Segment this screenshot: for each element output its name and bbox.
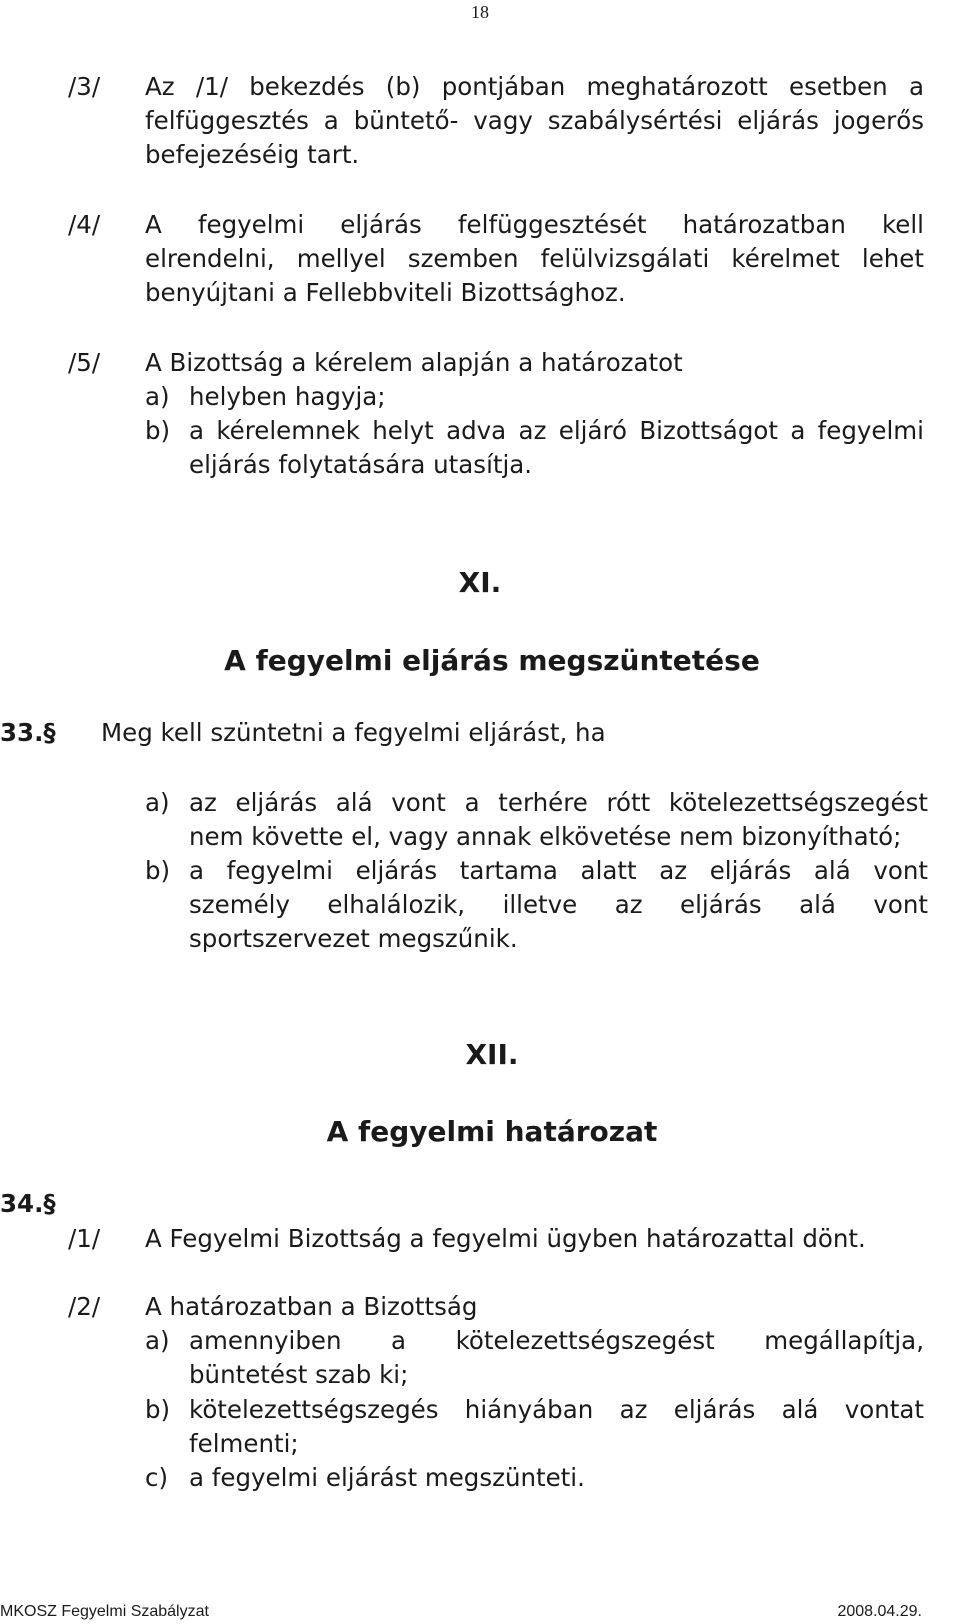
list-item-label: b) <box>145 416 171 445</box>
list-item-line: a fegyelmi eljárás tartama alatt az eljárás alá vont <box>189 856 928 885</box>
list-item-label: c) <box>145 1463 169 1492</box>
paragraph-line: felfüggesztés a büntető- vagy szabálysértési eljárás jogerős <box>145 106 924 135</box>
list-item-line: a fegyelmi eljárást megszünteti. <box>189 1463 585 1492</box>
section-title-xi: A fegyelmi eljárás megszüntetése <box>224 644 760 677</box>
section-roman-xii: XII. <box>465 1038 519 1071</box>
list-item-line: eljárás folytatására utasítja. <box>189 450 533 479</box>
paragraph-3 <box>68 70 928 174</box>
footer-date: 2008.04.29. <box>837 1603 922 1620</box>
section-number-33: 33.§ <box>0 718 56 747</box>
paragraph-intro: Meg kell szüntetni a fegyelmi eljárást, ha <box>101 718 606 747</box>
list-item-line: a kérelemnek helyt adva az eljáró Bizottságot a fegyelmi <box>189 416 924 445</box>
section-number-34: 34.§ <box>0 1189 56 1218</box>
paragraph-line: befejezéséig tart. <box>145 140 360 169</box>
page-footer <box>0 1600 960 1624</box>
list-item-label: a) <box>145 1326 170 1355</box>
paragraph-5 <box>68 346 928 486</box>
paragraph-line: elrendelni, mellyel szemben felülvizsgálati kérelmet lehet <box>145 244 924 273</box>
list-item-line: sportszervezet megszűnik. <box>189 924 518 953</box>
list-item-label: a) <box>145 382 170 411</box>
section-roman-xi: XI. <box>458 566 502 599</box>
section-title-xii: A fegyelmi határozat <box>326 1115 658 1148</box>
paragraph-34-2 <box>68 1290 928 1500</box>
paragraph-line: A Fegyelmi Bizottság a fegyelmi ügyben határozattal dönt. <box>145 1224 866 1253</box>
section-33-body <box>101 716 931 966</box>
list-item-line: büntetést szab ki; <box>189 1360 409 1389</box>
paragraph-number: /5/ <box>68 348 101 377</box>
list-item-line: az eljárás alá vont a terhére rótt kötelezettségszegést <box>189 788 928 817</box>
paragraph-intro: A határozatban a Bizottság <box>145 1292 478 1321</box>
paragraph-number: /1/ <box>68 1224 101 1253</box>
paragraph-4 <box>68 208 928 312</box>
list-item-label: a) <box>145 788 170 817</box>
paragraph-34-1 <box>68 1222 928 1258</box>
list-item-line: kötelezettségszegés hiányában az eljárás alá vontat <box>189 1395 924 1424</box>
paragraph-number: /4/ <box>68 210 101 239</box>
paragraph-line: A fegyelmi eljárás felfüggesztését határozatban kell <box>145 210 924 239</box>
paragraph-line: Az /1/ bekezdés (b) pontjában meghatározott esetben a <box>145 72 924 101</box>
list-item-line: személy elhalálozik, illetve az eljárás alá vont <box>189 890 928 919</box>
list-item-label: b) <box>145 856 171 885</box>
page-number: 18 <box>471 2 489 22</box>
list-item-line: nem követte el, vagy annak elkövetése nem bizonyítható; <box>189 822 902 851</box>
list-item-line: amennyiben a kötelezettségszegést megállapítja, <box>189 1326 924 1355</box>
footer-document-title: MKOSZ Fegyelmi Szabályzat <box>0 1603 209 1620</box>
paragraph-intro: A Bizottság a kérelem alapján a határozatot <box>145 348 683 377</box>
list-item-label: b) <box>145 1395 171 1424</box>
list-item-line: helyben hagyja; <box>189 382 386 411</box>
paragraph-line: benyújtani a Fellebbviteli Bizottsághoz. <box>145 278 626 307</box>
list-item-line: felmenti; <box>189 1429 299 1458</box>
paragraph-number: /2/ <box>68 1292 101 1321</box>
paragraph-number: /3/ <box>68 72 101 101</box>
